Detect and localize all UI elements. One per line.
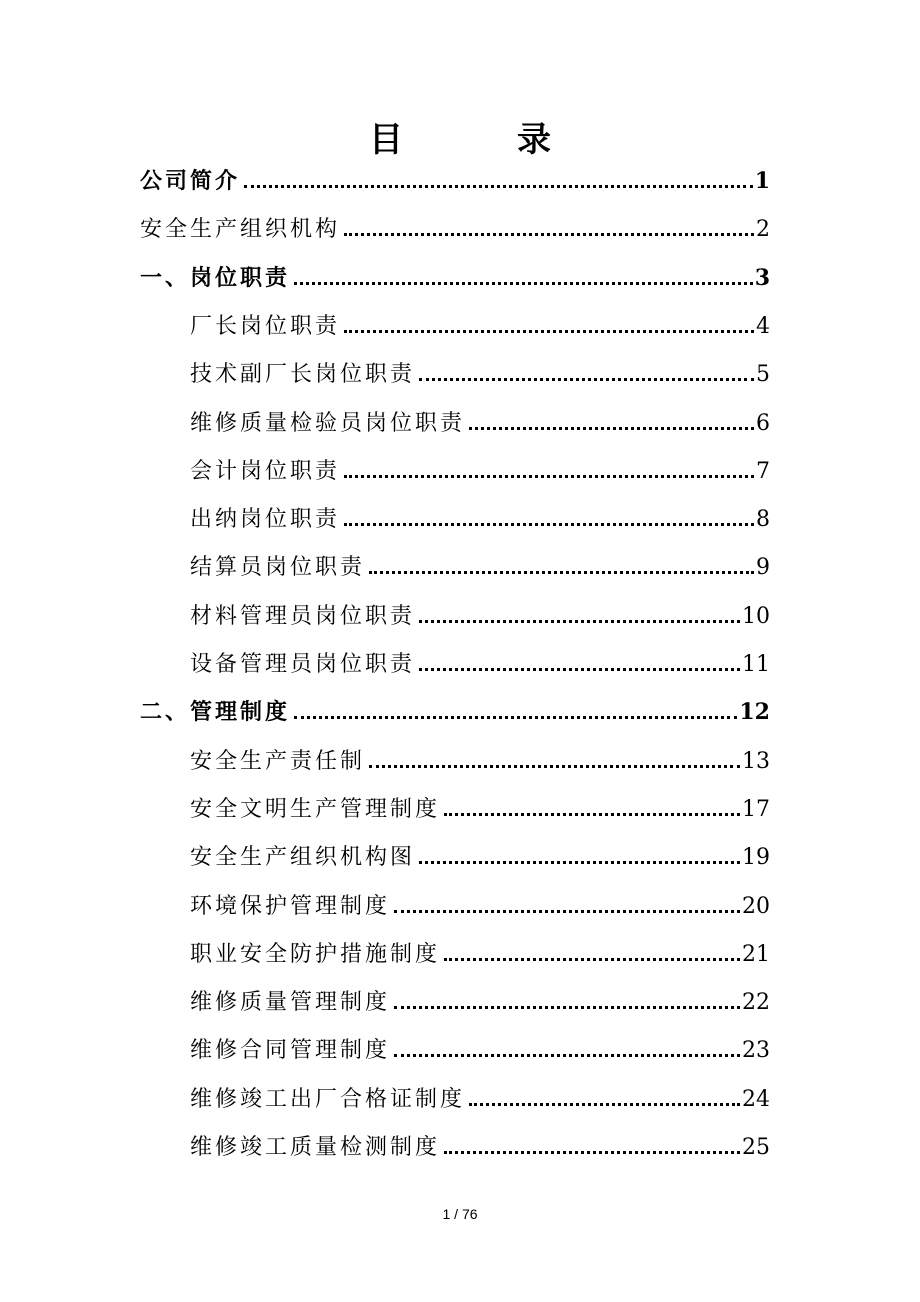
toc-leader-dots bbox=[469, 1102, 740, 1106]
toc-leader-dots bbox=[369, 570, 754, 574]
toc-entry-page: 7 bbox=[756, 458, 770, 484]
toc-entry[interactable] bbox=[140, 261, 770, 301]
toc-leader-dots bbox=[419, 619, 740, 623]
toc-entry[interactable] bbox=[190, 1082, 770, 1122]
toc-leader-dots bbox=[394, 1005, 740, 1009]
toc-entry[interactable] bbox=[190, 744, 770, 784]
toc-entry[interactable] bbox=[140, 212, 770, 252]
toc-leader-dots bbox=[344, 522, 754, 526]
toc-entry[interactable] bbox=[190, 937, 770, 977]
toc-entry-label: 公司简介 bbox=[140, 168, 241, 194]
toc-entry-page: 10 bbox=[742, 603, 770, 629]
toc-entry-label: 厂长岗位职责 bbox=[190, 313, 341, 339]
toc-leader-dots bbox=[344, 329, 754, 333]
toc-entry-label: 材料管理员岗位职责 bbox=[190, 603, 416, 629]
toc-leader-dots bbox=[444, 812, 740, 816]
toc-leader-dots bbox=[344, 232, 754, 236]
toc-entry[interactable] bbox=[140, 164, 770, 204]
toc-leader-dots bbox=[344, 474, 754, 478]
toc-entry-page: 19 bbox=[742, 845, 770, 871]
toc-entry[interactable] bbox=[190, 550, 770, 590]
toc-entry-label: 二、管理制度 bbox=[140, 699, 291, 726]
toc-entry-page: 20 bbox=[742, 893, 770, 919]
toc-leader-dots bbox=[394, 1053, 740, 1057]
toc-entry-label: 一、岗位职责 bbox=[140, 264, 291, 291]
toc-entry-label: 维修质量检验员岗位职责 bbox=[190, 410, 466, 436]
toc-leader-dots bbox=[469, 426, 754, 430]
toc-entry-page: 12 bbox=[739, 699, 770, 726]
toc-entry[interactable] bbox=[190, 792, 770, 832]
toc-entry-page: 5 bbox=[756, 362, 770, 388]
toc-entry-page: 25 bbox=[742, 1135, 770, 1160]
toc-entry-label: 维修合同管理制度 bbox=[190, 1038, 391, 1064]
toc-entry[interactable] bbox=[190, 599, 770, 639]
toc-leader-dots bbox=[444, 957, 740, 961]
toc-leader-dots bbox=[294, 281, 753, 285]
toc-entry-page: 4 bbox=[756, 313, 770, 339]
toc-entry-label: 安全生产责任制 bbox=[190, 748, 366, 774]
toc-entry-label: 职业安全防护措施制度 bbox=[190, 941, 441, 967]
toc-entry-label: 维修竣工出厂合格证制度 bbox=[190, 1086, 466, 1112]
page-number: 1 / 76 bbox=[442, 1206, 478, 1222]
toc-entry[interactable] bbox=[190, 357, 770, 397]
toc-leader-dots bbox=[244, 184, 753, 188]
toc-entry-page: 24 bbox=[742, 1086, 770, 1112]
toc-entry-label: 设备管理员岗位职责 bbox=[190, 652, 416, 677]
toc-leader-dots bbox=[444, 1150, 740, 1154]
toc-entry[interactable] bbox=[190, 647, 770, 687]
toc-leader-dots bbox=[369, 764, 740, 768]
toc-entry-page: 2 bbox=[756, 217, 770, 243]
toc-entry-label: 安全生产组织机构图 bbox=[190, 845, 416, 871]
toc-entry-label: 结算员岗位职责 bbox=[190, 555, 366, 581]
toc-entry-label: 维修竣工质量检测制度 bbox=[190, 1135, 441, 1160]
toc-entry-label: 技术副厂长岗位职责 bbox=[190, 362, 416, 388]
toc-entry[interactable] bbox=[190, 840, 770, 880]
toc-leader-dots bbox=[419, 860, 740, 864]
toc-entry[interactable] bbox=[190, 889, 770, 929]
toc-entry-label: 安全生产组织机构 bbox=[140, 217, 341, 243]
toc-entry-page: 23 bbox=[742, 1038, 770, 1064]
toc-entry[interactable] bbox=[190, 985, 770, 1025]
toc-leader-dots bbox=[419, 377, 754, 381]
toc-entry[interactable] bbox=[190, 502, 770, 542]
toc-entry[interactable] bbox=[190, 454, 770, 494]
toc-entry-page: 21 bbox=[742, 941, 770, 967]
toc-entry-page: 8 bbox=[756, 507, 770, 533]
toc-entry[interactable] bbox=[190, 406, 770, 446]
toc-entry[interactable] bbox=[190, 1130, 770, 1170]
toc-entry-label: 出纳岗位职责 bbox=[190, 507, 341, 533]
toc-entry-page: 13 bbox=[742, 748, 770, 774]
toc-leader-dots bbox=[394, 909, 740, 913]
toc-entry[interactable] bbox=[190, 1033, 770, 1073]
toc-entry-page: 9 bbox=[756, 555, 770, 581]
page-title: 目 录 bbox=[369, 120, 591, 160]
toc-entry-page: 1 bbox=[754, 168, 770, 194]
toc-entry-label: 安全文明生产管理制度 bbox=[190, 796, 441, 822]
toc-entry-label: 环境保护管理制度 bbox=[190, 893, 391, 919]
toc-entry-page: 11 bbox=[742, 652, 770, 677]
toc-entry-page: 3 bbox=[754, 264, 770, 291]
toc-entry[interactable] bbox=[140, 695, 770, 735]
toc-entry-label: 会计岗位职责 bbox=[190, 458, 341, 484]
toc-entry-page: 17 bbox=[742, 796, 770, 822]
toc-leader-dots bbox=[294, 715, 737, 719]
toc-entry-page: 6 bbox=[756, 410, 770, 436]
toc-entry[interactable] bbox=[190, 309, 770, 349]
toc-entry-label: 维修质量管理制度 bbox=[190, 990, 391, 1016]
toc-entry-page: 22 bbox=[742, 990, 770, 1016]
toc-leader-dots bbox=[419, 667, 740, 671]
